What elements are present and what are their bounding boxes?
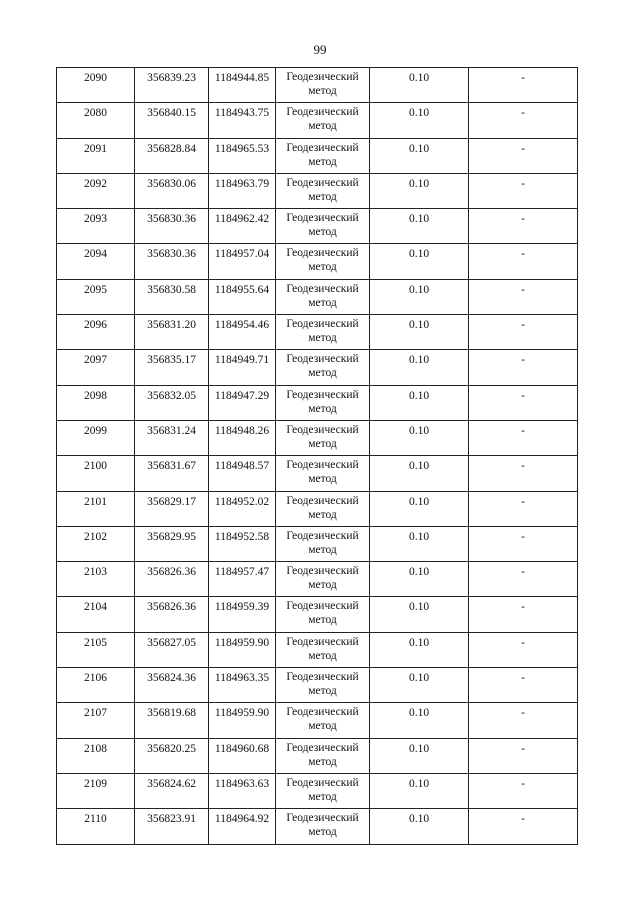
method-cell: [276, 279, 370, 314]
y-coordinate-cell: 1184944.85: [209, 68, 276, 103]
method-line-2: метод: [308, 720, 337, 733]
x-coordinate-cell: 356830.06: [135, 173, 209, 208]
x-coordinate-cell: 356824.62: [135, 773, 209, 808]
method-line-2: метод: [308, 120, 337, 133]
point-number-cell: 2109: [57, 773, 135, 808]
x-coordinate-cell: 356828.84: [135, 138, 209, 173]
x-coordinate-cell: 356835.17: [135, 350, 209, 385]
x-coordinate-cell: 356831.20: [135, 315, 209, 350]
method-line-1: Геодезический: [286, 141, 359, 154]
point-number-cell: 2107: [57, 703, 135, 738]
method-line-1: Геодезический: [286, 459, 359, 472]
method-line-2: метод: [308, 685, 337, 698]
x-coordinate-cell: 356829.95: [135, 526, 209, 561]
method-line-2: метод: [308, 508, 337, 521]
description-cell: -: [469, 668, 578, 703]
method-line-2: метод: [308, 402, 337, 415]
point-number-cell: 2095: [57, 279, 135, 314]
accuracy-cell: 0.10: [370, 315, 469, 350]
method-line-1: Геодезический: [286, 635, 359, 648]
method-cell: [276, 562, 370, 597]
description-cell: -: [469, 350, 578, 385]
y-coordinate-cell: 1184957.47: [209, 562, 276, 597]
method-line-1: Геодезический: [286, 600, 359, 613]
accuracy-cell: 0.10: [370, 138, 469, 173]
accuracy-cell: 0.10: [370, 668, 469, 703]
accuracy-cell: 0.10: [370, 773, 469, 808]
y-coordinate-cell: 1184963.79: [209, 173, 276, 208]
table-row: [57, 209, 578, 244]
x-coordinate-cell: 356830.58: [135, 279, 209, 314]
coordinates-table: [56, 67, 578, 845]
point-number-cell: 2092: [57, 173, 135, 208]
method-line-2: метод: [308, 190, 337, 203]
method-line-1: Геодезический: [286, 71, 359, 83]
method-line-2: метод: [308, 543, 337, 556]
method-line-1: Геодезический: [286, 423, 359, 436]
method-line-2: метод: [308, 614, 337, 627]
accuracy-cell: 0.10: [370, 456, 469, 491]
description-cell: -: [469, 526, 578, 561]
table-row: [57, 68, 578, 103]
method-line-1: Геодезический: [286, 529, 359, 542]
method-line-1: Геодезический: [286, 212, 359, 225]
table-row: [57, 738, 578, 773]
description-cell: -: [469, 562, 578, 597]
table-row: [57, 703, 578, 738]
point-number-cell: 2102: [57, 526, 135, 561]
description-cell: -: [469, 597, 578, 632]
accuracy-cell: 0.10: [370, 103, 469, 138]
accuracy-cell: 0.10: [370, 491, 469, 526]
coordinates-table-body: [57, 68, 578, 845]
point-number-cell: 2099: [57, 420, 135, 455]
point-number-cell: 2101: [57, 491, 135, 526]
x-coordinate-cell: 356831.67: [135, 456, 209, 491]
x-coordinate-cell: 356820.25: [135, 738, 209, 773]
description-cell: -: [469, 173, 578, 208]
table-row: [57, 632, 578, 667]
method-cell: [276, 103, 370, 138]
method-cell: [276, 456, 370, 491]
method-line-1: Геодезический: [286, 812, 359, 825]
point-number-cell: 2094: [57, 244, 135, 279]
point-number-cell: 2105: [57, 632, 135, 667]
point-number-cell: 2096: [57, 315, 135, 350]
method-line-1: Геодезический: [286, 494, 359, 507]
point-number-cell: 2090: [57, 68, 135, 103]
point-number-cell: 2106: [57, 668, 135, 703]
y-coordinate-cell: 1184963.63: [209, 773, 276, 808]
method-cell: [276, 809, 370, 844]
method-line-2: метод: [308, 155, 337, 168]
table-row: [57, 668, 578, 703]
method-cell: [276, 68, 370, 103]
accuracy-cell: 0.10: [370, 738, 469, 773]
description-cell: -: [469, 809, 578, 844]
description-cell: -: [469, 420, 578, 455]
accuracy-cell: 0.10: [370, 385, 469, 420]
y-coordinate-cell: 1184955.64: [209, 279, 276, 314]
x-coordinate-cell: 356826.36: [135, 597, 209, 632]
x-coordinate-cell: 356824.36: [135, 668, 209, 703]
accuracy-cell: 0.10: [370, 703, 469, 738]
table-row: [57, 597, 578, 632]
method-line-1: Геодезический: [286, 565, 359, 578]
method-cell: [276, 420, 370, 455]
method-line-2: метод: [308, 261, 337, 274]
table-row: [57, 103, 578, 138]
description-cell: -: [469, 138, 578, 173]
description-cell: -: [469, 103, 578, 138]
method-line-1: Геодезический: [286, 706, 359, 719]
y-coordinate-cell: 1184959.39: [209, 597, 276, 632]
method-cell: [276, 526, 370, 561]
method-cell: [276, 597, 370, 632]
method-cell: [276, 773, 370, 808]
x-coordinate-cell: 356819.68: [135, 703, 209, 738]
table-row: [57, 350, 578, 385]
description-cell: -: [469, 703, 578, 738]
point-number-cell: 2110: [57, 809, 135, 844]
x-coordinate-cell: 356839.23: [135, 68, 209, 103]
x-coordinate-cell: 356830.36: [135, 209, 209, 244]
method-cell: [276, 491, 370, 526]
x-coordinate-cell: 356831.24: [135, 420, 209, 455]
y-coordinate-cell: 1184943.75: [209, 103, 276, 138]
y-coordinate-cell: 1184957.04: [209, 244, 276, 279]
method-line-2: метод: [308, 790, 337, 803]
x-coordinate-cell: 356840.15: [135, 103, 209, 138]
table-row: [57, 385, 578, 420]
description-cell: -: [469, 456, 578, 491]
x-coordinate-cell: 356832.05: [135, 385, 209, 420]
point-number-cell: 2103: [57, 562, 135, 597]
accuracy-cell: 0.10: [370, 350, 469, 385]
table-row: [57, 138, 578, 173]
accuracy-cell: 0.10: [370, 68, 469, 103]
point-number-cell: 2100: [57, 456, 135, 491]
description-cell: -: [469, 315, 578, 350]
table-row: [57, 279, 578, 314]
point-number-cell: 2091: [57, 138, 135, 173]
table-row: [57, 456, 578, 491]
method-line-1: Геодезический: [286, 741, 359, 754]
y-coordinate-cell: 1184959.90: [209, 703, 276, 738]
method-line-1: Геодезический: [286, 388, 359, 401]
point-number-cell: 2104: [57, 597, 135, 632]
x-coordinate-cell: 356826.36: [135, 562, 209, 597]
method-line-1: Геодезический: [286, 176, 359, 189]
method-line-2: метод: [308, 579, 337, 592]
method-line-2: метод: [308, 85, 337, 97]
accuracy-cell: 0.10: [370, 244, 469, 279]
method-line-1: Геодезический: [286, 247, 359, 260]
accuracy-cell: 0.10: [370, 809, 469, 844]
method-line-2: метод: [308, 649, 337, 662]
accuracy-cell: 0.10: [370, 420, 469, 455]
table-row: [57, 315, 578, 350]
method-line-1: Геодезический: [286, 353, 359, 366]
table-row: [57, 562, 578, 597]
table-row: [57, 420, 578, 455]
method-cell: [276, 173, 370, 208]
x-coordinate-cell: 356829.17: [135, 491, 209, 526]
accuracy-cell: 0.10: [370, 209, 469, 244]
method-line-1: Геодезический: [286, 106, 359, 119]
accuracy-cell: 0.10: [370, 526, 469, 561]
y-coordinate-cell: 1184965.53: [209, 138, 276, 173]
method-cell: [276, 209, 370, 244]
method-cell: [276, 668, 370, 703]
point-number-cell: 2080: [57, 103, 135, 138]
description-cell: -: [469, 632, 578, 667]
y-coordinate-cell: 1184947.29: [209, 385, 276, 420]
description-cell: -: [469, 773, 578, 808]
x-coordinate-cell: 356827.05: [135, 632, 209, 667]
method-line-2: метод: [308, 296, 337, 309]
y-coordinate-cell: 1184952.02: [209, 491, 276, 526]
y-coordinate-cell: 1184959.90: [209, 632, 276, 667]
method-line-2: метод: [308, 826, 337, 839]
method-line-2: метод: [308, 755, 337, 768]
description-cell: -: [469, 209, 578, 244]
method-cell: [276, 385, 370, 420]
method-cell: [276, 138, 370, 173]
method-line-1: Геодезический: [286, 776, 359, 789]
method-line-1: Геодезический: [286, 282, 359, 295]
method-cell: [276, 632, 370, 667]
accuracy-cell: 0.10: [370, 279, 469, 314]
y-coordinate-cell: 1184954.46: [209, 315, 276, 350]
description-cell: -: [469, 279, 578, 314]
description-cell: -: [469, 244, 578, 279]
y-coordinate-cell: 1184963.35: [209, 668, 276, 703]
point-number-cell: 2093: [57, 209, 135, 244]
table-row: [57, 773, 578, 808]
method-line-2: метод: [308, 473, 337, 486]
y-coordinate-cell: 1184964.92: [209, 809, 276, 844]
table-row: [57, 491, 578, 526]
method-cell: [276, 244, 370, 279]
point-number-cell: 2108: [57, 738, 135, 773]
description-cell: -: [469, 491, 578, 526]
method-cell: [276, 315, 370, 350]
method-line-2: метод: [308, 332, 337, 345]
y-coordinate-cell: 1184952.58: [209, 526, 276, 561]
x-coordinate-cell: 356830.36: [135, 244, 209, 279]
method-line-2: метод: [308, 437, 337, 450]
method-line-2: метод: [308, 226, 337, 239]
accuracy-cell: 0.10: [370, 173, 469, 208]
y-coordinate-cell: 1184960.68: [209, 738, 276, 773]
accuracy-cell: 0.10: [370, 562, 469, 597]
accuracy-cell: 0.10: [370, 597, 469, 632]
description-cell: -: [469, 738, 578, 773]
table-row: [57, 244, 578, 279]
method-cell: [276, 738, 370, 773]
point-number-cell: 2098: [57, 385, 135, 420]
page-number: 99: [313, 42, 327, 57]
y-coordinate-cell: 1184948.57: [209, 456, 276, 491]
y-coordinate-cell: 1184948.26: [209, 420, 276, 455]
description-cell: -: [469, 385, 578, 420]
y-coordinate-cell: 1184962.42: [209, 209, 276, 244]
method-cell: [276, 703, 370, 738]
method-line-1: Геодезический: [286, 318, 359, 331]
method-line-1: Геодезический: [286, 671, 359, 684]
y-coordinate-cell: 1184949.71: [209, 350, 276, 385]
description-cell: -: [469, 68, 578, 103]
method-cell: [276, 350, 370, 385]
table-row: [57, 526, 578, 561]
point-number-cell: 2097: [57, 350, 135, 385]
table-row: [57, 809, 578, 844]
accuracy-cell: 0.10: [370, 632, 469, 667]
table-row: [57, 173, 578, 208]
x-coordinate-cell: 356823.91: [135, 809, 209, 844]
method-line-2: метод: [308, 367, 337, 380]
